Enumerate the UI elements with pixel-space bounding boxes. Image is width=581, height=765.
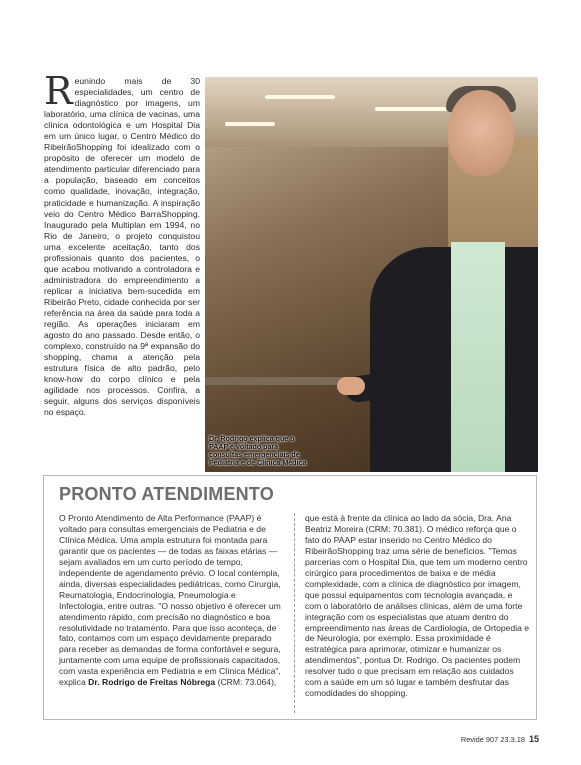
- issue-info: Revide 907 23.3.18: [460, 735, 525, 744]
- photo-hand: [337, 377, 365, 395]
- pronto-atendimento-box: [43, 475, 537, 720]
- photo-face: [448, 90, 514, 176]
- doctor-crm: (CRM: 73.064),: [217, 677, 277, 688]
- photo-ceiling-light: [265, 95, 335, 99]
- photo-caption: Dr. Rodrigo explica que o PAAP é voltado para consultas emergenciais de Pediatria e de Clínica Médica: [209, 434, 307, 467]
- photo-shirt: [451, 242, 505, 472]
- page-number: 15: [528, 734, 539, 744]
- page-footer: [461, 734, 539, 744]
- section-title: PRONTO ATENDIMENTO: [59, 484, 274, 504]
- drop-cap: R: [44, 69, 73, 113]
- section-column-1: [59, 513, 284, 688]
- column-divider: [294, 513, 295, 713]
- section-column-2: que está à frente da clínica ao lado da sócia, Dra. Ana Beatriz Moreira (CRM: 70.381). O médico reforça que o fato do PAAP estar inserido no Centro Médico do RibeirãoShopping traz uma série de benefícios. "Temos parcerias com o Hospital Dia, que tem um moderno centro cirúrgico para procedimentos de baixa e de média complexidade, com a clínica de diagnóstico por imagem, que possui equipamentos com tecnologia avançada, e com o laboratório de análises clínicas, além de uma forte integração com os especialistas que atuam dentro do empreendimento nas áreas de Cardiologia, de Ortopedia e de Neurologia, por exemplo. Essa proximidade é estratégica para aprimorar, otimizar e humanizar os atendimentos", pontua Dr. Rodrigo. Os pacientes podem resolver tudo o que precisam em relação aos cuidados com a saúde em um só lugar e também desfrutar das comodidades do shopping.: [305, 513, 530, 699]
- intro-paragraph: eunindo mais de 30 especialidades, um centro de diagnóstico por imagens, um laboratório, uma clínica de vacinas, uma clínica odontológica e um Hospital Dia em um único lugar, o Centro Médico do RibeirãoShopping foi idealizado com o propósito de oferecer um modelo de atendimento particular diferenciado para a população, baseado em conceitos como qualidade, inovação, integração, praticidade e humanização. A inspiração veio do Centro Médico BarraShopping. Inaugurado pela Multiplan em 1994, no Rio de Janeiro, o projeto conquistou uma excelente aceitação, tanto dos profissionais quanto dos pacientes, o que acabou motivando a controladora e administradora do empreendimento a replicar a iniciativa bem-sucedida em Ribeirão Preto, cidade conhecida por ser referência na área da saúde para toda a região. As operações iniciaram em agosto do ano passado. Desde então, o complexo, construído na 9ª expansão do shopping, chama a atenção pela estrutura física de alto padrão, pelo know-how do corpo clínico e pela agilidade nos processos. Confira, a seguir, alguns dos serviços disponíveis no espaço.: [44, 76, 200, 418]
- photo-doctor-figure: [335, 82, 538, 472]
- column-1-text: O Pronto Atendimento de Alta Performance (PAAP) é voltado para consultas emergenciais de Pediatria e de Clínica Médica. Uma ampla estrutura foi montada para garantir que os pacientes — de todas as faixas etárias — sejam avaliados em um curto período de tempo, independente de agendamento prévio. O local contempla, ainda, diversas especialidades pediátricas, como Cirurgia, Reumatologia, Endocrinologia, Pneumologia e Infectologia, entre outras. "O nosso objetivo é oferecer um atendimento rápido, com precisão no diagnóstico e boa resolutividade no tratamento. Para que isso aconteça, de fato, contamos com um espaço devidamente preparado para receber as demandas de forma confortável e segura, juntamente com uma equipe de profissionais capacitados, com vasta experiência em Pediatria e em Clínica Médica", explica: [59, 513, 281, 688]
- photo-ceiling-light: [225, 122, 275, 126]
- doctor-name: Dr. Rodrigo de Freitas Nóbrega: [88, 677, 216, 688]
- intro-text: [44, 69, 200, 418]
- article-photo: [205, 77, 538, 472]
